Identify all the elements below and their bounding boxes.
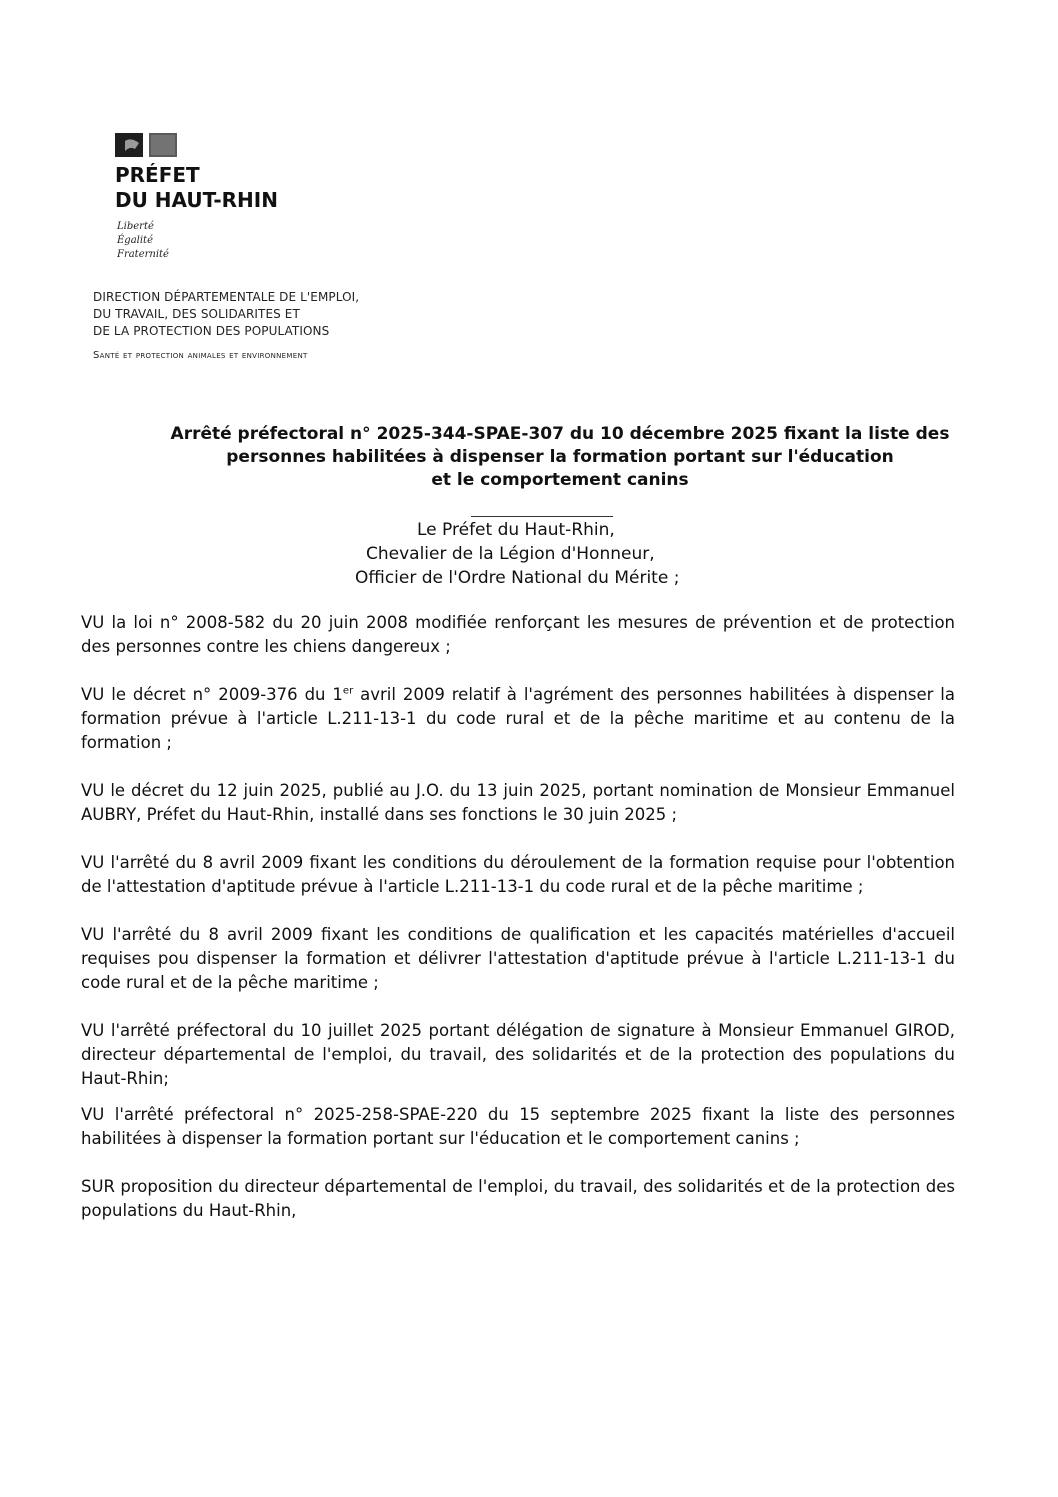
arrete-title-line-3: et le comportement canins <box>431 470 689 490</box>
title-separator <box>471 516 613 517</box>
considerant-vu-arrete-qualification: VU l'arrêté du 8 avril 2009 fixant les conditions de qualification et les capacités matérielles d'accueil requises pou dispenser la formation et délivrer l'attestation d'aptitude prévue à l'article L.211-13-1 du code rural et de la pêche maritime ; <box>81 925 955 992</box>
vu2-superscript: er <box>342 685 354 697</box>
direction-line-1: DIRECTION DÉPARTEMENTALE DE L'EMPLOI, <box>93 290 360 304</box>
vu2-text-end: avril 2009 relatif à l'agrément des personnes habilitées à dispenser la formation prévue à l'article L.211-13-1 du code rural et de la pêche maritime et au contenu de la formation ; <box>81 685 955 752</box>
intro-line-1: Le Préfet du Haut-Rhin, <box>417 520 615 540</box>
marianne-logo-icon <box>115 133 177 157</box>
considerant-vu-decret-2009 <box>81 683 955 755</box>
intro-line-3: Officier de l'Ordre National du Mérite ; <box>355 568 680 588</box>
motto-egalite: Égalité <box>117 235 153 246</box>
service-name: Santé et protection animales et environnement <box>93 350 308 361</box>
arrete-title-line-2: personnes habilitées à dispenser la formation portant sur l'éducation <box>226 447 894 467</box>
considerant-vu-arrete-2025-258: VU l'arrêté préfectoral n° 2025-258-SPAE-220 du 15 septembre 2025 fixant la liste des personnes habilitées à dispenser la formation portant sur l'éducation et le comportement canins ; <box>81 1105 955 1148</box>
considerants-list <box>81 611 955 1247</box>
considerant-sur-proposition: SUR proposition du directeur départemental de l'emploi, du travail, des solidarités et de la protection des populations du Haut-Rhin, <box>81 1177 955 1220</box>
prefet-line-2: DU HAUT-RHIN <box>115 188 278 212</box>
direction-line-3: DE LA PROTECTION DES POPULATIONS <box>93 324 330 338</box>
motto-fraternite: Fraternité <box>117 249 169 260</box>
arrete-title <box>150 423 970 492</box>
considerant-vu-delegation-signature: VU l'arrêté préfectoral du 10 juillet 2025 portant délégation de signature à Monsieur Emmanuel GIROD, directeur départemental de l'emploi, du travail, des solidarités et de la protection des populations du Haut-Rhin; <box>81 1021 955 1088</box>
republic-motto <box>117 220 169 262</box>
direction-line-2: DU TRAVAIL, DES SOLIDARITES ET <box>93 307 300 321</box>
intro-line-2: Chevalier de la Légion d'Honneur, <box>366 544 655 564</box>
vu2-text-start: VU le décret n° 2009-376 du 1 <box>81 685 343 704</box>
considerant-vu-decret-2025: VU le décret du 12 juin 2025, publié au J.O. du 13 juin 2025, portant nomination de Monsieur Emmanuel AUBRY, Préfet du Haut-Rhin, installé dans ses fonctions le 30 juin 2025 ; <box>81 781 955 824</box>
prefet-intro <box>330 518 760 590</box>
arrete-title-line-1: Arrêté préfectoral n° 2025-344-SPAE-307 du 10 décembre 2025 fixant la liste des <box>170 424 950 444</box>
direction-name <box>93 289 359 340</box>
considerant-vu-arrete-deroulement: VU l'arrêté du 8 avril 2009 fixant les conditions du déroulement de la formation requise pour l'obtention de l'attestation d'aptitude prévue à l'article L.211-13-1 du code rural et de la pêche maritime ; <box>81 853 955 896</box>
prefet-title <box>115 163 278 213</box>
considerant-vu-loi-2008: VU la loi n° 2008-582 du 20 juin 2008 modifiée renforçant les mesures de prévention et de protection des personnes contre les chiens dangereux ; <box>81 613 955 656</box>
prefet-line-1: PRÉFET <box>115 163 200 187</box>
motto-liberte: Liberté <box>117 221 154 232</box>
